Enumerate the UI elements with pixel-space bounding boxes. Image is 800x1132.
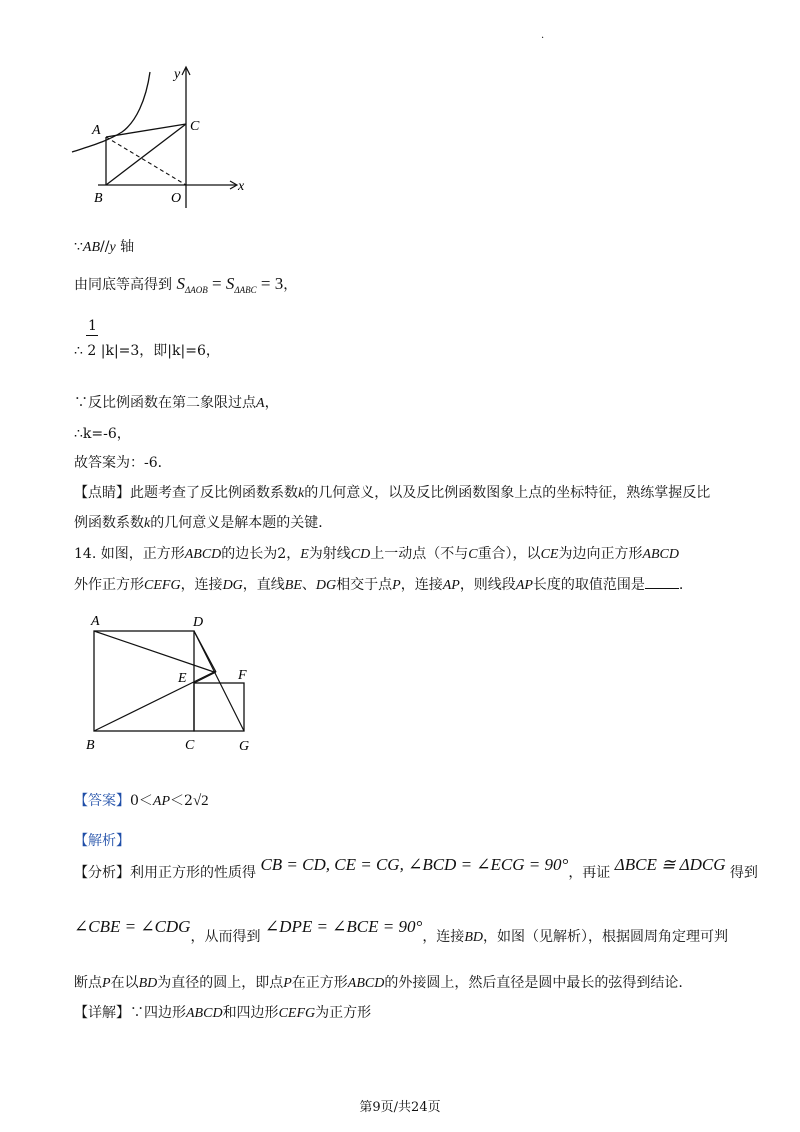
segment-ao-dashed (106, 137, 186, 185)
segment-bc (106, 124, 186, 185)
reason-line-1: ∵AB//y 轴 (74, 239, 135, 255)
fraction-numerator: 1 (88, 318, 97, 334)
label-y: y (174, 67, 181, 82)
fenxi-line-3: 断点P在以BD为直径的圆上，即点P在正方形ABCD的外接圆上，然后直径是圆中最长的弦得到结论. (74, 975, 683, 991)
label-f: F (238, 668, 247, 683)
label-b: B (94, 191, 103, 206)
reason-line-2: 由同底等高得到 $S_{\Delta AOB} = S_{\Delta ABC} = 3$， (74, 274, 298, 295)
answer-blank (645, 576, 679, 589)
segment-ac (106, 124, 186, 137)
label-g: G (239, 739, 250, 754)
dianjing-line-1: 【点睛】此题考查了反比例函数系数k的几何意义，以及反比例函数图象上点的坐标特征，熟练掌握反比 (74, 485, 711, 501)
reason-line-4: ∵反比例函数在第二象限过点A， (74, 395, 279, 411)
segment-ae (94, 631, 214, 672)
q14-line-1: 14. 如图，正方形ABCD的边长为2，E为射线CD上一动点（不与C重合），以CE为边向正方形ABCD (74, 546, 680, 562)
segment-be (94, 671, 216, 731)
square-cefg (194, 683, 244, 731)
answer-line: 故答案为：-6． (74, 455, 172, 471)
label-o: O (171, 191, 182, 206)
reason-line-3: ∴ 2 |k|=3，即|k|=6， (74, 343, 220, 359)
label-e: E (178, 671, 187, 686)
fenxi-line-2: ∠CBE = ∠CDG，从而得到 ∠DPE = ∠BCE = 90°，连接BD，如图（见解析），根据圆周角定理可判 (74, 917, 728, 945)
label-b: B (86, 738, 95, 753)
label-a: A (92, 123, 101, 138)
fraction-bar (86, 335, 98, 336)
hyperbola-curve (72, 72, 150, 152)
label-a: A (91, 614, 100, 629)
xiangjie-line: 【详解】∵四边形ABCD和四边形CEFG为正方形 (74, 1005, 372, 1021)
corner-dot: . (541, 30, 545, 41)
figure-squares (84, 610, 264, 755)
segment-ep (194, 672, 216, 683)
figure-hyperbola-graph (70, 60, 250, 210)
label-x: x (238, 179, 245, 194)
dianjing-line-2: 例函数系数k的几何意义是解本题的关键． (74, 515, 333, 531)
reason-line-5: ∴k=-6， (74, 426, 131, 442)
fenxi-line-1: 【分析】利用正方形的性质得 CB = CD, CE = CG, ∠BCD = ∠ECG = 90°，再证 ΔBCE ≅ ΔDCG 得到 (74, 855, 758, 881)
label-c: C (185, 738, 195, 753)
jiexi-heading: 【解析】 (74, 833, 130, 849)
label-c: C (190, 119, 200, 134)
q14-line-2: 外作正方形CEFG，连接DG，直线BE、DG相交于点P，连接AP，则线段AP长度的取值范围是 . (74, 577, 684, 593)
page-footer: 第9页/共24页 (359, 1100, 441, 1115)
label-d: D (193, 615, 204, 630)
answer-section: 【答案】0＜AP＜2√2 (74, 793, 209, 809)
